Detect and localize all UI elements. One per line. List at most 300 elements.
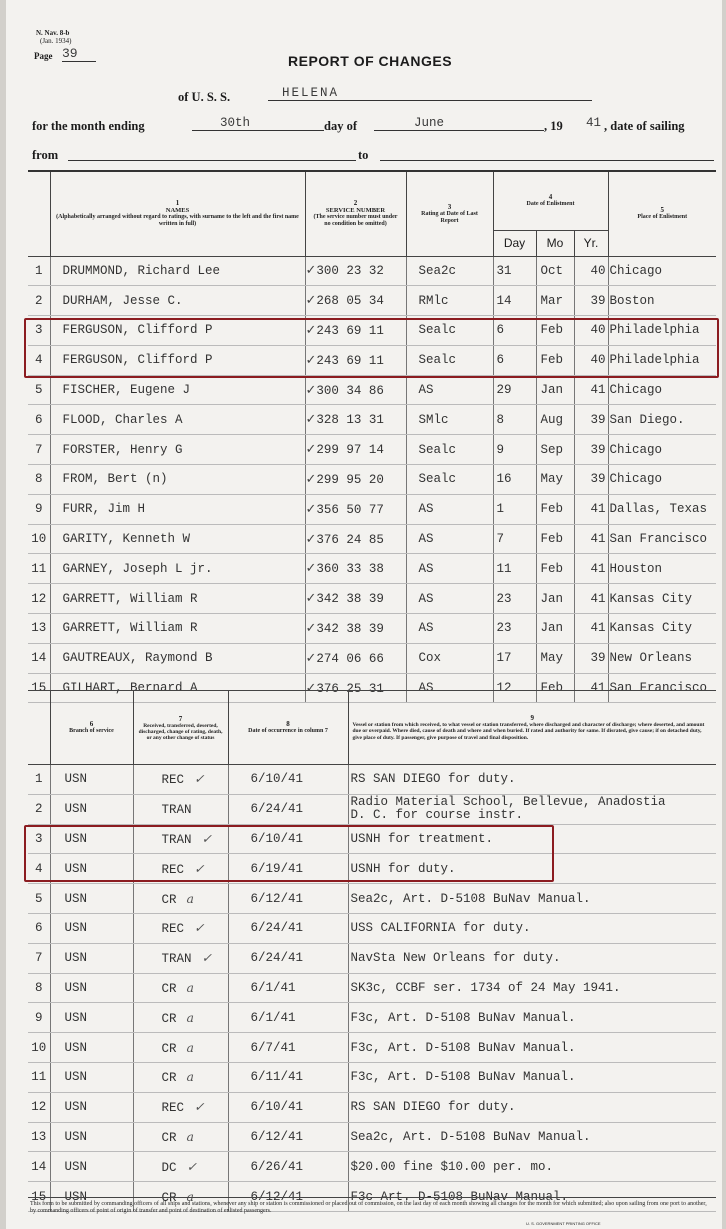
change-cell xyxy=(133,884,228,914)
service-number-text: 342 38 39 xyxy=(316,621,384,636)
check-mark-icon: a xyxy=(186,890,194,906)
check-mark-icon: ✓ xyxy=(194,860,205,876)
remarks-cell xyxy=(348,794,716,824)
service-number-text: 328 13 31 xyxy=(316,413,384,428)
place-header: 5 Place of Enlistment xyxy=(608,172,716,256)
day-subheader: Day xyxy=(493,230,536,256)
branch-cell: USN xyxy=(50,1062,133,1092)
change-cell xyxy=(133,913,228,943)
remarks-cell: F3c, Art. D-5108 BuNav Manual. xyxy=(348,1033,716,1063)
date-cell: 6/11/41 xyxy=(228,1062,348,1092)
enlist-year-cell: 40 xyxy=(574,345,608,375)
rating-cell: RMlc xyxy=(406,286,493,316)
enlist-day-cell: 6 xyxy=(493,316,536,346)
enlist-month-cell: Jan xyxy=(536,614,574,644)
service-number-cell xyxy=(305,405,406,435)
rating-cell: AS xyxy=(406,554,493,584)
check-mark-icon: ✓ xyxy=(305,293,317,309)
highlight-top-ferguson xyxy=(24,318,719,378)
page-number: 39 xyxy=(62,46,96,62)
date-cell: 6/26/41 xyxy=(228,1152,348,1182)
table-row xyxy=(28,494,716,524)
service-number-cell xyxy=(305,286,406,316)
rating-cell: Sealc xyxy=(406,435,493,465)
enlist-day-cell: 9 xyxy=(493,435,536,465)
place-cell: New Orleans xyxy=(608,643,716,673)
change-text: CR xyxy=(161,981,177,996)
enlist-month-cell: Jan xyxy=(536,584,574,614)
enlist-year-cell: 39 xyxy=(574,643,608,673)
check-mark-icon: ✓ xyxy=(305,501,317,517)
table-row xyxy=(28,1003,716,1033)
row-number: 11 xyxy=(28,554,50,584)
row-number: 10 xyxy=(28,1033,50,1063)
enlist-year-cell: 41 xyxy=(574,375,608,405)
day-value: 30th xyxy=(192,116,324,131)
name-cell: GARITY, Kenneth W xyxy=(50,524,305,554)
service-number-text: 342 38 39 xyxy=(316,592,384,607)
remarks-text: Radio Material School, Bellevue, Anadostia xyxy=(350,795,666,810)
enlist-month-cell: Feb xyxy=(536,494,574,524)
date-cell: 6/10/41 xyxy=(228,824,348,854)
name-cell: GARRETT, William R xyxy=(50,614,305,644)
highlight-bottom-ferguson xyxy=(24,825,554,882)
rating-cell: AS xyxy=(406,494,493,524)
names-header: 1 NAMES (Alphabetically arranged without regard to ratings, with surname to the left and the first name written in full) xyxy=(50,172,305,256)
enlist-month-cell: Aug xyxy=(536,405,574,435)
table-row xyxy=(28,286,716,316)
enlist-day-cell: 29 xyxy=(493,375,536,405)
service-number-text: 243 69 11 xyxy=(316,323,384,338)
ship-name: HELENA xyxy=(268,86,592,101)
remarks-cell: F3c, Art. D-5108 BuNav Manual. xyxy=(348,1062,716,1092)
remarks-cell: RS SAN DIEGO for duty. xyxy=(348,765,716,795)
change-cell xyxy=(133,765,228,795)
row-number: 14 xyxy=(28,643,50,673)
yr-subheader: Yr. xyxy=(574,230,608,256)
enlist-day-cell: 14 xyxy=(493,286,536,316)
date-cell: 6/24/41 xyxy=(228,943,348,973)
row-number: 10 xyxy=(28,524,50,554)
enlist-year-cell: 41 xyxy=(574,614,608,644)
table-row xyxy=(28,913,716,943)
branch-cell: USN xyxy=(50,1152,133,1182)
change-text: REC xyxy=(161,922,185,937)
enlist-day-cell: 23 xyxy=(493,584,536,614)
row-number: 7 xyxy=(28,943,50,973)
rating-cell: Sealc xyxy=(406,345,493,375)
service-number-cell xyxy=(305,494,406,524)
row-number: 13 xyxy=(28,614,50,644)
table-row xyxy=(28,794,716,824)
name-cell: GARRETT, William R xyxy=(50,584,305,614)
table-row xyxy=(28,1092,716,1122)
rating-cell: AS xyxy=(406,375,493,405)
enlist-year-cell: 40 xyxy=(574,256,608,286)
date-cell: 6/10/41 xyxy=(228,1092,348,1122)
enlist-day-cell: 1 xyxy=(493,494,536,524)
enlist-year-cell: 39 xyxy=(574,465,608,495)
enlist-day-cell: 23 xyxy=(493,614,536,644)
enlist-header: 4 Date of Enlistment xyxy=(493,172,608,230)
rating-cell: AS xyxy=(406,584,493,614)
month-label: for the month ending xyxy=(32,119,145,133)
date-cell: 6/12/41 xyxy=(228,884,348,914)
date-cell: 6/12/41 xyxy=(228,1122,348,1152)
service-number-cell xyxy=(305,256,406,286)
rating-cell: Sealc xyxy=(406,316,493,346)
rating-cell: AS xyxy=(406,614,493,644)
table-row xyxy=(28,375,716,405)
table-row xyxy=(28,405,716,435)
row-number: 3 xyxy=(28,824,50,854)
remarks-cell: SK3c, CCBF ser. 1734 of 24 May 1941. xyxy=(348,973,716,1003)
enlist-month-cell: Mar xyxy=(536,286,574,316)
change-text: TRAN xyxy=(161,952,192,967)
enlist-year-cell: 41 xyxy=(574,494,608,524)
service-number-text: 376 24 85 xyxy=(316,532,384,547)
date-cell: 6/19/41 xyxy=(228,854,348,884)
name-cell: DRUMMOND, Richard Lee xyxy=(50,256,305,286)
table-row xyxy=(28,884,716,914)
place-cell: Chicago xyxy=(608,465,716,495)
row-number: 8 xyxy=(28,465,50,495)
table-row xyxy=(28,1152,716,1182)
check-mark-icon: ✓ xyxy=(305,680,317,696)
service-number-text: 268 05 34 xyxy=(316,294,384,309)
service-number-cell xyxy=(305,584,406,614)
change-text: REC xyxy=(161,1101,185,1116)
check-mark-icon: ✓ xyxy=(201,830,212,846)
change-cell xyxy=(133,1003,228,1033)
table-row xyxy=(28,943,716,973)
from-line xyxy=(68,160,356,161)
check-mark-icon: ✓ xyxy=(305,650,317,666)
branch-cell: USN xyxy=(50,765,133,795)
check-mark-icon: ✓ xyxy=(305,531,317,547)
remarks-text-continued: D. C. for course instr. xyxy=(350,808,524,823)
rating-cell: AS xyxy=(406,524,493,554)
remarks-cell: USS CALIFORNIA for duty. xyxy=(348,913,716,943)
form-code-date: (Jan. 1934) xyxy=(40,37,72,45)
branch-cell: USN xyxy=(50,884,133,914)
place-cell: Dallas, Texas xyxy=(608,494,716,524)
enlist-year-cell: 41 xyxy=(574,673,608,703)
change-text: REC xyxy=(161,773,185,788)
year-prefix: , 19 xyxy=(544,119,563,133)
change-cell xyxy=(133,1092,228,1122)
row-number: 6 xyxy=(28,913,50,943)
row-number: 6 xyxy=(28,405,50,435)
place-cell: Philadelphia xyxy=(608,345,716,375)
branch-cell: USN xyxy=(50,1182,133,1212)
change-text: CR xyxy=(161,1041,177,1056)
enlist-month-cell: Feb xyxy=(536,524,574,554)
row-number: 7 xyxy=(28,435,50,465)
enlist-year-cell: 41 xyxy=(574,554,608,584)
rating-cell: Sea2c xyxy=(406,256,493,286)
enlist-year-cell: 39 xyxy=(574,435,608,465)
remarks-cell: USNH for duty. xyxy=(348,854,716,884)
table-row xyxy=(28,256,716,286)
table-row xyxy=(28,584,716,614)
change-cell xyxy=(133,973,228,1003)
remarks-cell: NavSta New Orleans for duty. xyxy=(348,943,716,973)
date-cell: 6/10/41 xyxy=(228,765,348,795)
enlist-month-cell: Feb xyxy=(536,673,574,703)
check-mark-icon: ✓ xyxy=(305,263,317,279)
enlist-year-cell: 41 xyxy=(574,524,608,554)
date-cell: 6/12/41 xyxy=(228,1182,348,1212)
check-mark-icon: a xyxy=(186,1009,194,1025)
check-mark-icon: ✓ xyxy=(194,771,205,787)
check-mark-icon: ✓ xyxy=(305,442,317,458)
row-number: 13 xyxy=(28,1122,50,1152)
sailing-label: , date of sailing xyxy=(604,119,685,133)
check-mark-icon: ✓ xyxy=(194,1099,205,1115)
enlist-day-cell: 17 xyxy=(493,643,536,673)
personnel-table xyxy=(28,172,716,703)
change-cell xyxy=(133,1033,228,1063)
place-cell: San Francisco xyxy=(608,524,716,554)
row-number: 12 xyxy=(28,584,50,614)
branch-cell: USN xyxy=(50,794,133,824)
place-cell: Chicago xyxy=(608,435,716,465)
row-number: 2 xyxy=(28,794,50,824)
branch-cell: USN xyxy=(50,1033,133,1063)
service-number-cell xyxy=(305,465,406,495)
service-number-cell xyxy=(305,554,406,584)
branch-cell: USN xyxy=(50,913,133,943)
name-cell: FERGUSON, Clifford P xyxy=(50,345,305,375)
enlist-month-cell: May xyxy=(536,643,574,673)
change-text: TRAN xyxy=(161,832,192,847)
enlist-year-cell: 41 xyxy=(574,584,608,614)
change-text: CR xyxy=(161,892,177,907)
row-number: 9 xyxy=(28,1003,50,1033)
check-mark-icon: a xyxy=(186,1039,194,1055)
bottom-rule xyxy=(28,1197,716,1198)
branch-cell: USN xyxy=(50,973,133,1003)
place-cell: San Francisco xyxy=(608,673,716,703)
enlist-day-cell: 11 xyxy=(493,554,536,584)
branch-cell: USN xyxy=(50,943,133,973)
check-mark-icon: ✓ xyxy=(305,412,317,428)
row-number: 14 xyxy=(28,1152,50,1182)
change-cell xyxy=(133,1152,228,1182)
change-text: CR xyxy=(161,1190,177,1205)
change-text: CR xyxy=(161,1071,177,1086)
vessel-header: 9 Vessel or station from which received, to what vessel or station transferred, where discharged and character of discharge; where deserted, and amount due or overpaid. Where died, cause of death and where and when buried. If rated and authority for same. If disrated, give cause; if on detached duty, give place of duty. If passenger, give purpose of travel and final disposition. xyxy=(348,691,716,765)
enlist-day-cell: 12 xyxy=(493,673,536,703)
change-cell xyxy=(133,1122,228,1152)
remarks-cell: Sea2c, Art. D-5108 BuNav Manual. xyxy=(348,1122,716,1152)
to-label: to xyxy=(358,148,369,162)
place-cell: Chicago xyxy=(608,375,716,405)
service-number-text: 299 97 14 xyxy=(316,443,384,458)
service-number-cell xyxy=(305,524,406,554)
enlist-day-cell: 8 xyxy=(493,405,536,435)
branch-cell: USN xyxy=(50,1003,133,1033)
service-number-text: 300 34 86 xyxy=(316,383,384,398)
enlist-month-cell: Jan xyxy=(536,375,574,405)
change-text: DC xyxy=(161,1160,177,1175)
remarks-cell: RS SAN DIEGO for duty. xyxy=(348,1092,716,1122)
enlist-year-cell: 40 xyxy=(574,316,608,346)
month-value: June xyxy=(374,116,544,131)
check-mark-icon: a xyxy=(186,1188,194,1204)
page-title: REPORT OF CHANGES xyxy=(288,53,453,69)
bottom-table-header xyxy=(28,691,716,765)
date-cell: 6/24/41 xyxy=(228,913,348,943)
page-label: Page xyxy=(34,51,53,61)
row-number: 9 xyxy=(28,494,50,524)
check-mark-icon: ✓ xyxy=(305,322,317,338)
date-cell: 6/1/41 xyxy=(228,1003,348,1033)
row-number: 11 xyxy=(28,1062,50,1092)
enlist-month-cell: Feb xyxy=(536,316,574,346)
year-value: 41 xyxy=(586,116,602,130)
name-cell: GAUTREAUX, Raymond B xyxy=(50,643,305,673)
place-cell: San Diego. xyxy=(608,405,716,435)
branch-cell: USN xyxy=(50,1092,133,1122)
service-number-text: 243 69 11 xyxy=(316,353,384,368)
enlist-day-cell: 6 xyxy=(493,345,536,375)
top-table-header xyxy=(28,172,716,256)
name-cell: FERGUSON, Clifford P xyxy=(50,316,305,346)
changes-table xyxy=(28,690,716,1212)
row-number: 1 xyxy=(28,256,50,286)
check-mark-icon: ✓ xyxy=(305,382,317,398)
name-cell: FISCHER, Eugene J xyxy=(50,375,305,405)
from-label: from xyxy=(32,148,59,162)
check-mark-icon: ✓ xyxy=(194,920,205,936)
change-text: CR xyxy=(161,1130,177,1145)
change-text: REC xyxy=(161,862,185,877)
enlist-day-cell: 7 xyxy=(493,524,536,554)
table-row xyxy=(28,1062,716,1092)
row-number: 12 xyxy=(28,1092,50,1122)
row-number: 5 xyxy=(28,375,50,405)
check-mark-icon: ✓ xyxy=(186,1158,197,1174)
row-number: 3 xyxy=(28,316,50,346)
table-row xyxy=(28,435,716,465)
table-row xyxy=(28,524,716,554)
printer-credit: U. S. GOVERNMENT PRINTING OFFICE xyxy=(526,1221,601,1226)
change-text: TRAN xyxy=(161,803,192,818)
place-cell: Chicago xyxy=(608,256,716,286)
table-row xyxy=(28,973,716,1003)
branch-cell: USN xyxy=(50,824,133,854)
service-number-cell xyxy=(305,614,406,644)
row-number: 5 xyxy=(28,884,50,914)
of-uss-label: of U. S. S. xyxy=(178,90,231,104)
check-mark-icon: ✓ xyxy=(201,950,212,966)
remarks-cell: F3c, Art. D-5108 BuNav Manual. xyxy=(348,1003,716,1033)
remarks-cell: $20.00 fine $10.00 per. mo. xyxy=(348,1152,716,1182)
enlist-month-cell: Feb xyxy=(536,345,574,375)
name-cell: GILHART, Bernard A xyxy=(50,673,305,703)
row-number: 8 xyxy=(28,973,50,1003)
name-cell: FORSTER, Henry G xyxy=(50,435,305,465)
row-number: 2 xyxy=(28,286,50,316)
row-number: 15 xyxy=(28,1182,50,1212)
remarks-cell: USNH for treatment. xyxy=(348,824,716,854)
rating-cell: AS xyxy=(406,673,493,703)
table-row xyxy=(28,465,716,495)
place-cell: Kansas City xyxy=(608,614,716,644)
row-number: 4 xyxy=(28,854,50,884)
enlist-year-cell: 39 xyxy=(574,286,608,316)
date-cell: 6/24/41 xyxy=(228,794,348,824)
service-header: 2 SERVICE NUMBER (The service number must under no condition be omitted) xyxy=(305,172,406,256)
enlist-day-cell: 16 xyxy=(493,465,536,495)
name-cell: FROM, Bert (n) xyxy=(50,465,305,495)
received-header: 7 Received, transferred, deserted, discharged, change of rating, death, or any other change of status xyxy=(133,691,228,765)
rating-header: 3 Rating at Date of Last Report xyxy=(406,172,493,256)
service-number-text: 376 25 31 xyxy=(316,681,384,696)
footer-instructions: This form to be submitted by commanding officers of all ships and stations, whenever any ship or station is commissioned or placed out of commission, on the last day of each month showing all changes for the month for which submitted; also upon sailing from one port to another, by commanding officers of point of origin of transfer and point of destination of enlisted passengers. xyxy=(30,1201,707,1214)
service-number-text: 274 06 66 xyxy=(316,651,384,666)
name-cell: FLOOD, Charles A xyxy=(50,405,305,435)
rating-cell: Cox xyxy=(406,643,493,673)
service-number-cell xyxy=(305,643,406,673)
enlist-month-cell: Feb xyxy=(536,554,574,584)
branch-header: 6 Branch of service xyxy=(50,691,133,765)
change-cell xyxy=(133,794,228,824)
name-cell: DURHAM, Jesse C. xyxy=(50,286,305,316)
change-cell xyxy=(133,943,228,973)
table-row xyxy=(28,1033,716,1063)
service-number-cell xyxy=(305,435,406,465)
table-row xyxy=(28,1122,716,1152)
day-of-label: day of xyxy=(324,119,357,133)
table-row xyxy=(28,765,716,795)
enlist-month-cell: Oct xyxy=(536,256,574,286)
rating-cell: Sealc xyxy=(406,465,493,495)
table-row xyxy=(28,554,716,584)
change-cell xyxy=(133,1062,228,1092)
document-page xyxy=(6,0,722,1229)
row-number: 15 xyxy=(28,673,50,703)
check-mark-icon: ✓ xyxy=(305,591,317,607)
service-number-text: 299 95 20 xyxy=(316,472,384,487)
service-number-text: 360 33 38 xyxy=(316,562,384,577)
remarks-cell: F3c Art. D-5108 BuNav Manual. xyxy=(348,1182,716,1212)
name-cell: FURR, Jim H xyxy=(50,494,305,524)
service-number-text: 356 50 77 xyxy=(316,502,384,517)
row-number: 1 xyxy=(28,765,50,795)
check-mark-icon: ✓ xyxy=(305,620,317,636)
table-row xyxy=(28,614,716,644)
table-row xyxy=(28,643,716,673)
check-mark-icon: ✓ xyxy=(305,352,317,368)
place-cell: Philadelphia xyxy=(608,316,716,346)
check-mark-icon: ✓ xyxy=(305,561,317,577)
enlist-month-cell: May xyxy=(536,465,574,495)
date-cell: 6/7/41 xyxy=(228,1033,348,1063)
enlist-year-cell: 39 xyxy=(574,405,608,435)
branch-cell: USN xyxy=(50,1122,133,1152)
check-mark-icon: a xyxy=(186,979,194,995)
name-cell: GARNEY, Joseph L jr. xyxy=(50,554,305,584)
rating-cell: SMlc xyxy=(406,405,493,435)
date-header: 8 Date of occurrence in column 7 xyxy=(228,691,348,765)
place-cell: Kansas City xyxy=(608,584,716,614)
enlist-month-cell: Sep xyxy=(536,435,574,465)
place-cell: Boston xyxy=(608,286,716,316)
row-number: 4 xyxy=(28,345,50,375)
